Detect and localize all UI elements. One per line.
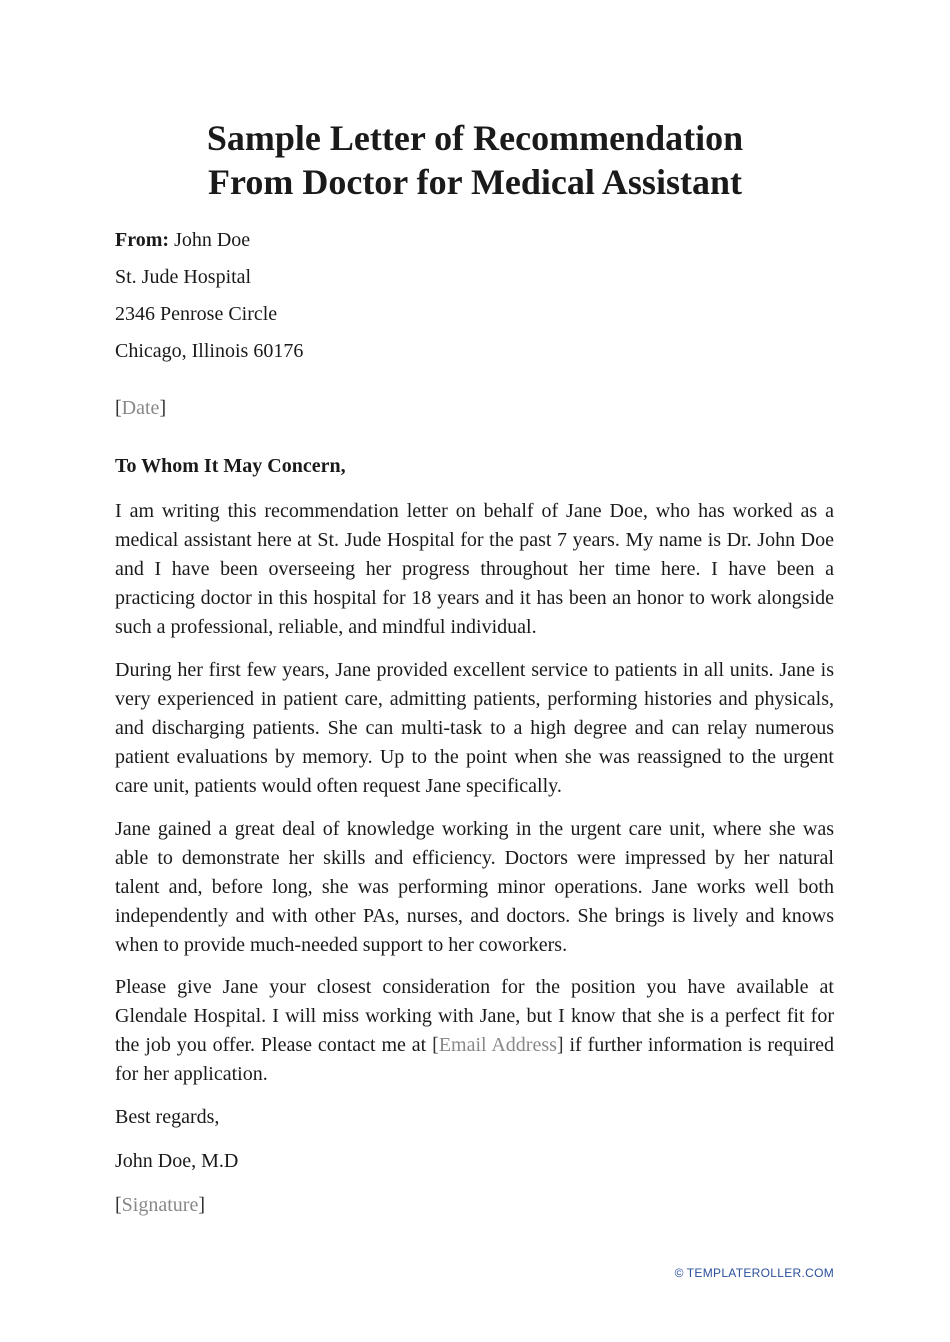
closing-text-before: Please give Jane your closest consideration for the position you have available at Glendale Hospital. I will miss working with Jane, but I know that she is a perfect fit for the job you offer. Please contact me at <box>115 976 834 1056</box>
document-title <box>0 116 950 204</box>
sender-organization: St. Jude Hospital <box>115 266 252 288</box>
paragraph-4: Please give Jane your closest consideration for the position you have available at Glendale Hospital. I will miss working with Jane, but I know that she is a perfect fit for the job you offer. Please contact me at [Email Address] if further information is required for her application. <box>115 976 835 1085</box>
date-field: [Date] <box>115 397 167 419</box>
footer-site[interactable]: TEMPLATEROLLER.COM <box>686 1266 834 1280</box>
signature-placeholder: Signature <box>121 1194 199 1216</box>
paragraph-3: Jane gained a great deal of knowledge working in the urgent care unit, where she was able to demonstrate her skills and efficiency. Doctors were impressed by her natural talent and, before long, she was performing minor operations. Jane works well both independently and with other PAs, nurses, and doctors. She brings is lively and knows when to provide much-needed support to her coworkers. <box>115 818 834 956</box>
date-placeholder: Date <box>121 397 160 419</box>
sender-city: Chicago, Illinois 60176 <box>115 340 304 362</box>
sender-street: 2346 Penrose Circle <box>115 303 278 325</box>
signature-field: [Signature] <box>115 1194 205 1216</box>
sender-name-line <box>115 229 250 252</box>
signer-name: John Doe, M.D <box>115 1150 239 1172</box>
footer-link[interactable] <box>675 1266 834 1280</box>
paragraph-1: I am writing this recommendation letter on behalf of Jane Doe, who has worked as a medical assistant here at St. Jude Hospital for the past 7 years. My name is Dr. John Doe and I have been overseeing her progress throughout her time here. I have been a practicing doctor in this hospital for 18 years and it has been an honor to work alongside such a professional, reliable, and mindful individual. <box>115 500 834 638</box>
title-line-2: From Doctor for Medical Assistant <box>208 162 742 202</box>
sender-name: John Doe <box>174 229 251 251</box>
closing-text-after: if further information is required for her application. <box>115 1034 835 1085</box>
copyright-symbol: © <box>674 1266 684 1280</box>
paragraph-2: During her first few years, Jane provided excellent service to patients in all units. Jane is very experienced in patient care, admitting patients, performing histories and physicals, and discharging patients. She can multi-task to a high degree and can relay numerous patient evaluations by memory. Up to the point when she was reassigned to the urgent care unit, patients would often request Jane specifically. <box>115 659 834 797</box>
salutation: To Whom It May Concern, <box>115 455 346 477</box>
title-line-1: Sample Letter of Recommendation <box>206 118 744 158</box>
from-label: From: <box>115 229 170 251</box>
sign-off: Best regards, <box>115 1106 220 1128</box>
email-placeholder: Email Address <box>438 1034 557 1056</box>
